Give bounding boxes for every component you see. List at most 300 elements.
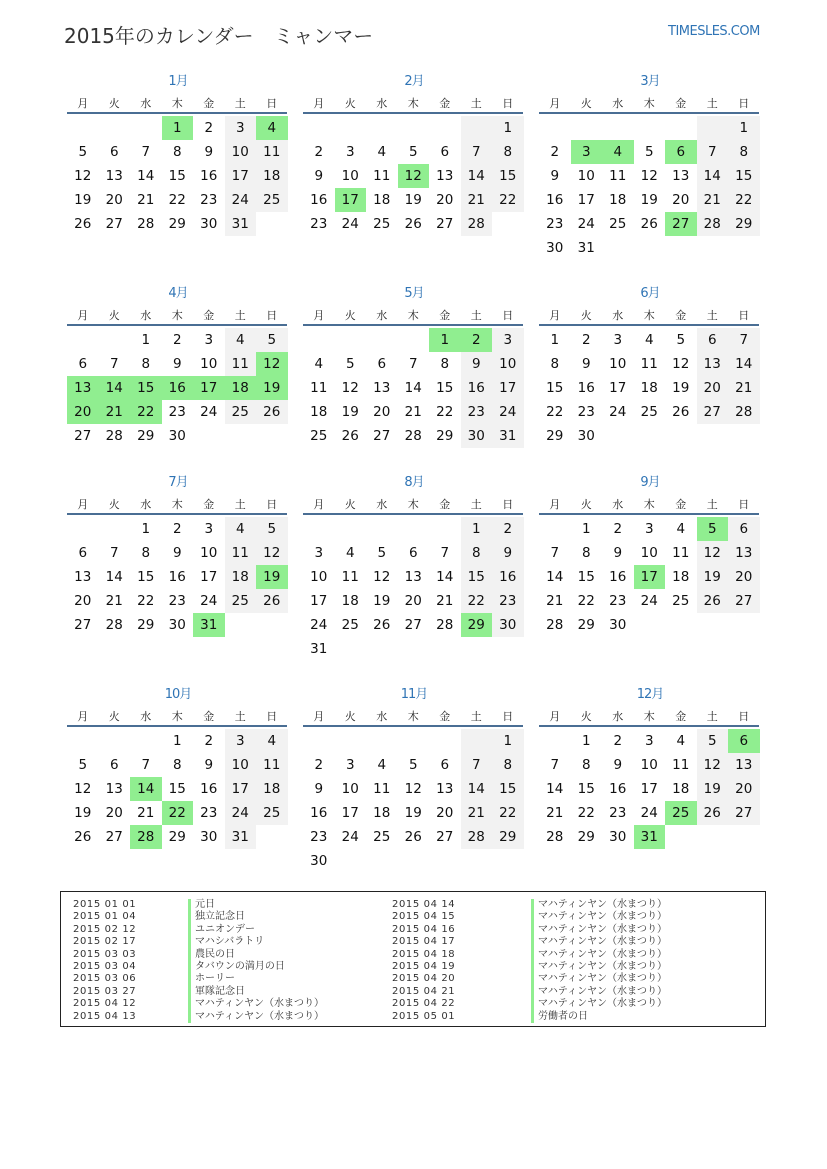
month-3	[539, 73, 761, 256]
weekday-label: 金	[439, 710, 451, 723]
day-cell: 9	[172, 356, 182, 372]
day-cell: 30	[492, 613, 524, 637]
day-cell: 27	[728, 589, 760, 613]
day-cell: 26	[640, 216, 658, 232]
weekday-label: 木	[643, 498, 655, 511]
day-cell: 19	[256, 376, 288, 400]
day-cell: 29	[436, 428, 454, 444]
day-cell: 20	[728, 777, 760, 801]
weekday-label: 火	[580, 309, 592, 322]
day-cell: 2	[461, 328, 493, 352]
weekday-label: 日	[738, 710, 750, 723]
day-cell: 27	[436, 216, 454, 232]
day-cell: 30	[546, 240, 564, 256]
day-cell: 14	[105, 569, 123, 585]
day-cell: 24	[310, 617, 328, 633]
day-cell: 15	[546, 380, 564, 396]
day-cell: 12	[672, 356, 690, 372]
weekday-label: 日	[738, 498, 750, 511]
day-cell: 23	[310, 216, 328, 232]
day-cell: 12	[256, 352, 288, 376]
day-cell: 23	[546, 216, 564, 232]
day-cell: 31	[310, 641, 328, 657]
empty-weekend-cell	[461, 729, 493, 753]
weekday-label: 月	[549, 309, 561, 322]
weekday-label: 月	[549, 498, 561, 511]
day-cell: 3	[644, 521, 654, 537]
day-cell: 11	[256, 140, 288, 164]
day-cell: 17	[577, 192, 595, 208]
day-cell: 22	[436, 404, 454, 420]
day-cell: 8	[492, 140, 524, 164]
day-cell: 2	[550, 144, 560, 160]
day-cell: 16	[546, 192, 564, 208]
day-cell: 10	[640, 545, 658, 561]
day-cell: 1	[141, 521, 151, 537]
day-cell: 26	[404, 216, 422, 232]
holiday-name: マハティンヤン（水まつり）	[531, 924, 667, 936]
day-cell: 27	[105, 829, 123, 845]
day-cell: 18	[225, 565, 257, 589]
day-cell: 14	[99, 376, 131, 400]
day-cell: 17	[341, 805, 359, 821]
weekday-label: 日	[738, 309, 750, 322]
holiday-name: 労働者の日	[531, 1011, 588, 1023]
weekday-label: 月	[313, 309, 325, 322]
day-cell: 29	[137, 617, 155, 633]
day-cell: 13	[672, 168, 690, 184]
day-cell: 24	[341, 216, 359, 232]
day-cell: 11	[609, 168, 627, 184]
weekday-label: 火	[108, 97, 120, 110]
day-cell: 8	[141, 545, 151, 561]
day-cell: 4	[256, 116, 288, 140]
weekday-label: 金	[675, 498, 687, 511]
day-cell: 24	[640, 593, 658, 609]
day-cell: 16	[310, 192, 328, 208]
weekday-label: 木	[171, 97, 183, 110]
weekday-label: 水	[612, 710, 624, 723]
weekday-label: 土	[234, 710, 246, 723]
month-name: 12月	[636, 687, 664, 702]
weekday-label: 金	[675, 309, 687, 322]
day-cell: 5	[697, 729, 729, 753]
day-cell: 4	[256, 729, 288, 753]
holiday-name: 独立記念日	[188, 911, 245, 923]
weekday-label: 月	[313, 97, 325, 110]
day-cell: 3	[571, 140, 603, 164]
day-cell: 14	[130, 777, 162, 801]
weekday-label: 月	[313, 710, 325, 723]
day-cell: 21	[137, 192, 155, 208]
day-cell: 5	[256, 517, 288, 541]
day-cell: 24	[200, 593, 218, 609]
day-cell: 14	[404, 380, 422, 396]
day-cell: 23	[168, 593, 186, 609]
weekday-label: 土	[470, 97, 482, 110]
day-cell: 28	[137, 216, 155, 232]
day-cell: 8	[492, 753, 524, 777]
day-cell: 5	[697, 517, 729, 541]
day-cell: 23	[609, 593, 627, 609]
weekday-label: 火	[108, 498, 120, 511]
day-cell: 2	[613, 521, 623, 537]
weekday-label: 水	[140, 710, 152, 723]
day-cell: 13	[728, 541, 760, 565]
holiday-date: 2015 03 06	[73, 973, 137, 985]
month-12	[539, 686, 761, 845]
day-cell: 21	[436, 593, 454, 609]
day-cell: 5	[408, 757, 418, 773]
day-cell: 12	[74, 781, 92, 797]
day-cell: 9	[581, 356, 591, 372]
day-cell: 24	[200, 404, 218, 420]
day-cell: 26	[697, 589, 729, 613]
day-cell: 21	[137, 805, 155, 821]
day-cell: 4	[377, 144, 387, 160]
day-cell: 10	[225, 753, 257, 777]
weekday-label: 月	[77, 309, 89, 322]
day-cell: 15	[492, 777, 524, 801]
day-cell: 18	[373, 805, 391, 821]
day-cell: 27	[373, 428, 391, 444]
day-cell: 29	[577, 829, 595, 845]
weekday-label: 火	[344, 498, 356, 511]
day-cell: 22	[461, 589, 493, 613]
day-cell: 8	[141, 356, 151, 372]
day-cell: 22	[168, 192, 186, 208]
day-cell: 29	[168, 829, 186, 845]
day-cell: 20	[105, 805, 123, 821]
day-cell: 10	[492, 352, 524, 376]
day-cell: 18	[672, 781, 690, 797]
weekday-label: 火	[344, 97, 356, 110]
day-cell: 22	[577, 593, 595, 609]
weekday-label: 月	[77, 710, 89, 723]
day-cell: 11	[640, 356, 658, 372]
weekday-label: 月	[549, 97, 561, 110]
holiday-name: 農民の日	[188, 949, 235, 961]
day-cell: 27	[74, 617, 92, 633]
day-cell: 4	[377, 757, 387, 773]
day-cell: 20	[373, 404, 391, 420]
day-cell: 8	[550, 356, 560, 372]
day-cell: 22	[577, 805, 595, 821]
day-cell: 10	[341, 168, 359, 184]
holiday-date: 2015 04 21	[392, 985, 456, 997]
day-cell: 10	[310, 569, 328, 585]
day-cell: 31	[225, 825, 257, 849]
day-cell: 3	[204, 332, 214, 348]
day-cell: 6	[78, 545, 88, 561]
day-cell: 20	[436, 805, 454, 821]
day-cell: 18	[256, 164, 288, 188]
day-cell: 1	[728, 116, 760, 140]
day-cell: 27	[728, 801, 760, 825]
day-cell: 10	[200, 545, 218, 561]
holiday-date: 2015 04 15	[392, 911, 456, 923]
header-rule	[539, 112, 759, 114]
day-cell: 18	[225, 376, 257, 400]
day-cell: 8	[581, 757, 591, 773]
weekday-label: 金	[675, 97, 687, 110]
day-cell: 17	[225, 164, 257, 188]
day-cell: 3	[644, 733, 654, 749]
month-name: 5月	[404, 286, 424, 301]
holiday-date: 2015 04 12	[73, 998, 137, 1010]
day-cell: 4	[314, 356, 324, 372]
day-cell: 21	[99, 400, 131, 424]
day-cell: 16	[577, 380, 595, 396]
day-cell: 8	[172, 757, 182, 773]
day-cell: 29	[577, 617, 595, 633]
month-name: 3月	[640, 74, 660, 89]
weekday-label: 月	[549, 710, 561, 723]
day-cell: 12	[373, 569, 391, 585]
holiday-name: マハティンヤン（水まつり）	[531, 986, 667, 998]
day-cell: 20	[105, 192, 123, 208]
day-cell: 27	[105, 216, 123, 232]
day-cell: 5	[676, 332, 686, 348]
day-cell: 4	[676, 733, 686, 749]
day-cell: 18	[609, 192, 627, 208]
month-2	[303, 73, 525, 232]
month-name: 8月	[404, 475, 424, 490]
weekday-label: 火	[108, 710, 120, 723]
day-cell: 9	[461, 352, 493, 376]
day-cell: 30	[609, 617, 627, 633]
day-cell: 5	[78, 144, 88, 160]
weekday-label: 水	[376, 97, 388, 110]
day-cell: 7	[461, 140, 493, 164]
day-cell: 16	[310, 805, 328, 821]
header-rule	[67, 513, 287, 515]
brand-link[interactable]: TIMESLES.COM	[668, 24, 760, 39]
day-cell: 13	[404, 569, 422, 585]
day-cell: 4	[225, 517, 257, 541]
day-cell: 30	[609, 829, 627, 845]
day-cell: 13	[728, 753, 760, 777]
day-cell: 26	[341, 428, 359, 444]
day-cell: 5	[345, 356, 355, 372]
weekday-label: 土	[470, 309, 482, 322]
day-cell: 10	[225, 140, 257, 164]
day-cell: 12	[256, 541, 288, 565]
weekday-label: 日	[266, 710, 278, 723]
day-cell: 7	[440, 545, 450, 561]
header-rule	[67, 112, 287, 114]
day-cell: 11	[310, 380, 328, 396]
weekday-label: 月	[77, 498, 89, 511]
day-cell: 13	[697, 352, 729, 376]
holiday-name: マハティンヤン（水まつり）	[531, 949, 667, 961]
header-rule	[539, 324, 759, 326]
day-cell: 1	[172, 733, 182, 749]
day-cell: 21	[461, 188, 493, 212]
day-cell: 22	[546, 404, 564, 420]
day-cell: 12	[697, 541, 729, 565]
day-cell: 8	[581, 545, 591, 561]
day-cell: 13	[105, 781, 123, 797]
day-cell: 24	[640, 805, 658, 821]
header-rule	[67, 324, 287, 326]
month-8	[303, 474, 525, 657]
weekday-label: 月	[313, 498, 325, 511]
day-cell: 6	[109, 757, 119, 773]
day-cell: 9	[172, 545, 182, 561]
day-cell: 1	[581, 733, 591, 749]
day-cell: 5	[377, 545, 387, 561]
holiday-date: 2015 04 17	[392, 936, 456, 948]
day-cell: 11	[672, 545, 690, 561]
header-rule	[67, 725, 287, 727]
day-cell: 10	[341, 781, 359, 797]
day-cell: 15	[577, 781, 595, 797]
holiday-name: タバウンの満月の日	[188, 961, 285, 973]
holiday-name: マハティンヤン（水まつり）	[188, 998, 324, 1010]
day-cell: 27	[436, 829, 454, 845]
day-cell: 11	[341, 569, 359, 585]
weekday-label: 金	[439, 309, 451, 322]
weekday-label: 水	[612, 309, 624, 322]
weekday-label: 土	[234, 97, 246, 110]
holiday-name: 元日	[188, 899, 215, 911]
day-cell: 26	[672, 404, 690, 420]
day-cell: 16	[168, 569, 186, 585]
day-cell: 25	[609, 216, 627, 232]
day-cell: 14	[461, 164, 493, 188]
month-name: 1月	[168, 74, 188, 89]
day-cell: 16	[200, 781, 218, 797]
weekday-label: 金	[203, 498, 215, 511]
day-cell: 29	[137, 428, 155, 444]
day-cell: 11	[672, 757, 690, 773]
holiday-date: 2015 04 16	[392, 923, 456, 935]
day-cell: 17	[492, 376, 524, 400]
day-cell: 14	[546, 781, 564, 797]
day-cell: 5	[78, 757, 88, 773]
holiday-name: ユニオンデー	[188, 924, 255, 936]
page-title: 2015年のカレンダー ミャンマー	[64, 24, 374, 48]
day-cell: 24	[341, 829, 359, 845]
day-cell: 16	[200, 168, 218, 184]
day-cell: 25	[225, 589, 257, 613]
month-name: 4月	[168, 286, 188, 301]
weekday-label: 木	[407, 97, 419, 110]
weekday-label: 火	[580, 498, 592, 511]
day-cell: 18	[341, 593, 359, 609]
day-cell: 3	[314, 545, 324, 561]
empty-weekend-cell	[461, 116, 493, 140]
holiday-date: 2015 04 14	[392, 899, 456, 910]
day-cell: 19	[74, 192, 92, 208]
holiday-name: マハティンヤン（水まつり）	[531, 998, 667, 1010]
weekday-label: 土	[706, 309, 718, 322]
day-cell: 6	[728, 729, 760, 753]
day-cell: 6	[440, 144, 450, 160]
day-cell: 19	[404, 192, 422, 208]
day-cell: 2	[172, 521, 182, 537]
day-cell: 7	[461, 753, 493, 777]
day-cell: 4	[676, 521, 686, 537]
day-cell: 3	[345, 757, 355, 773]
day-cell: 29	[492, 825, 524, 849]
day-cell: 3	[613, 332, 623, 348]
day-cell: 2	[204, 120, 214, 136]
day-cell: 12	[697, 753, 729, 777]
month-name: 9月	[640, 475, 660, 490]
holiday-date: 2015 01 01	[73, 899, 137, 910]
day-cell: 23	[310, 829, 328, 845]
day-cell: 19	[256, 565, 288, 589]
day-cell: 17	[335, 188, 367, 212]
day-cell: 15	[168, 781, 186, 797]
day-cell: 28	[436, 617, 454, 633]
day-cell: 30	[168, 428, 186, 444]
weekday-label: 木	[643, 710, 655, 723]
weekday-label: 水	[140, 498, 152, 511]
day-cell: 6	[377, 356, 387, 372]
day-cell: 19	[672, 380, 690, 396]
header-rule	[303, 324, 523, 326]
day-cell: 23	[492, 589, 524, 613]
day-cell: 30	[310, 853, 328, 869]
day-cell: 5	[644, 144, 654, 160]
weekday-label: 水	[376, 309, 388, 322]
weekday-label: 土	[470, 498, 482, 511]
day-cell: 23	[200, 192, 218, 208]
day-cell: 22	[492, 801, 524, 825]
day-cell: 23	[609, 805, 627, 821]
holiday-date: 2015 01 04	[73, 911, 137, 923]
day-cell: 6	[728, 517, 760, 541]
day-cell: 7	[141, 144, 151, 160]
day-cell: 17	[609, 380, 627, 396]
day-cell: 21	[697, 188, 729, 212]
day-cell: 28	[546, 617, 564, 633]
weekday-label: 日	[502, 97, 514, 110]
weekday-label: 水	[376, 710, 388, 723]
weekday-label: 土	[706, 97, 718, 110]
day-cell: 19	[404, 805, 422, 821]
day-cell: 6	[109, 144, 119, 160]
day-cell: 1	[429, 328, 461, 352]
day-cell: 20	[697, 376, 729, 400]
day-cell: 24	[577, 216, 595, 232]
day-cell: 30	[461, 424, 493, 448]
day-cell: 1	[461, 517, 493, 541]
day-cell: 18	[373, 192, 391, 208]
day-cell: 24	[609, 404, 627, 420]
day-cell: 2	[581, 332, 591, 348]
day-cell: 9	[204, 144, 214, 160]
day-cell: 31	[634, 825, 666, 849]
day-cell: 18	[256, 777, 288, 801]
day-cell: 16	[492, 565, 524, 589]
day-cell: 28	[130, 825, 162, 849]
day-cell: 20	[74, 593, 92, 609]
holiday-date: 2015 04 13	[73, 1010, 137, 1022]
weekday-label: 土	[470, 710, 482, 723]
day-cell: 2	[314, 757, 324, 773]
weekday-label: 火	[580, 710, 592, 723]
month-10	[67, 686, 289, 845]
day-cell: 15	[728, 164, 760, 188]
holiday-date: 2015 04 22	[392, 998, 456, 1010]
day-cell: 1	[492, 116, 524, 140]
day-cell: 13	[436, 781, 454, 797]
weekday-label: 木	[171, 498, 183, 511]
